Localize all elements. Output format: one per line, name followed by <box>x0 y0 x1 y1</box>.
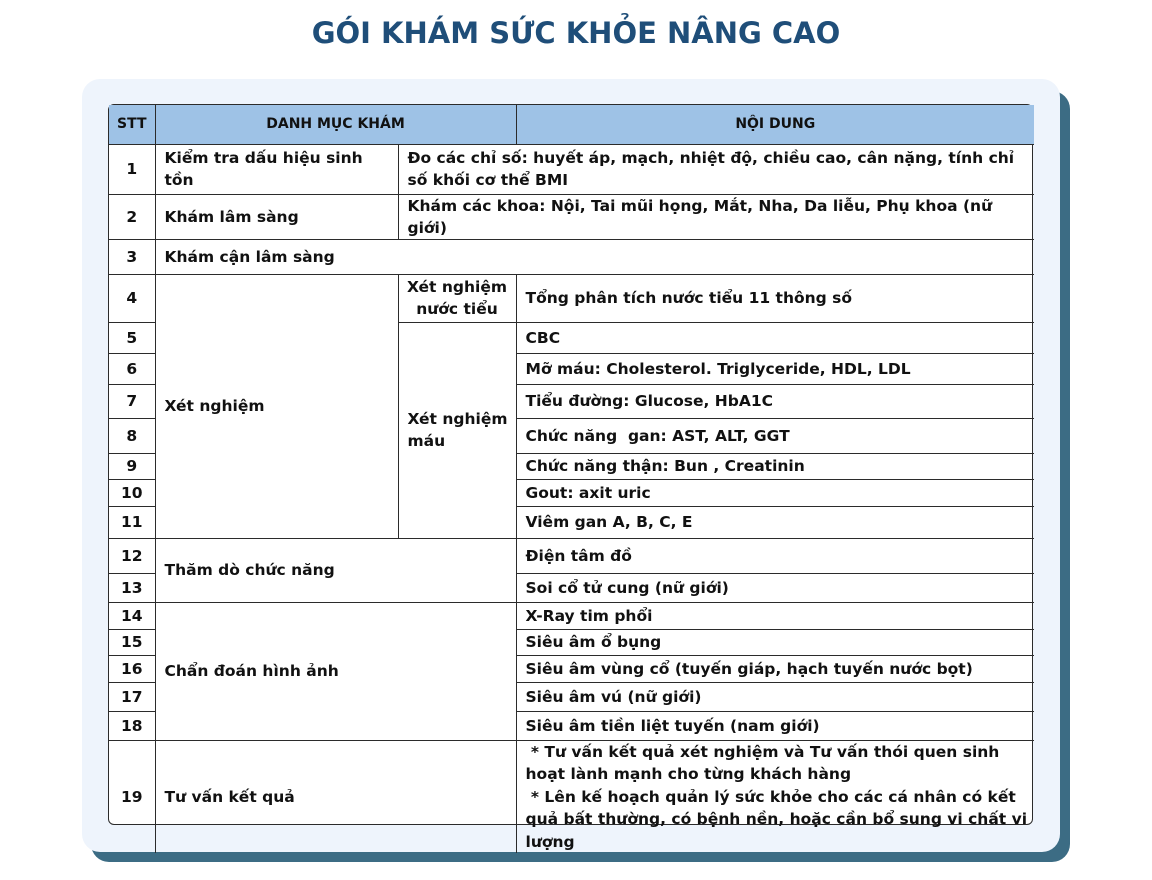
advice-line-1: * Tư vấn kết quả xét nghiệm và Tư vấn thói quen sinh hoạt lành mạnh cho từng khách hàng <box>525 742 1005 783</box>
table-header-row <box>109 105 1034 144</box>
header-stt: STT <box>109 105 155 144</box>
row-number: 1 <box>109 144 155 194</box>
page-title: GÓI KHÁM SỨC KHỎE NÂNG CAO <box>311 16 841 50</box>
row-content: Mỡ máu: Cholesterol. Triglyceride, HDL, LDL <box>516 353 1034 384</box>
row-content: Soi cổ tử cung (nữ giới) <box>516 573 1034 602</box>
row-category: Khám lâm sàng <box>155 194 398 239</box>
row-content <box>516 740 1034 853</box>
row-number: 4 <box>109 274 155 322</box>
row-content: Chức năng thận: Bun , Creatinin <box>516 453 1034 479</box>
row-category: Kiểm tra dấu hiệu sinh tồn <box>155 144 398 194</box>
row-content: Tiểu đường: Glucose, HbA1C <box>516 384 1034 418</box>
row-category: Khám cận lâm sàng <box>155 239 1034 274</box>
row-number: 17 <box>109 682 155 711</box>
group-urine-test: Xét nghiệm nước tiểu <box>398 274 516 322</box>
row-number: 8 <box>109 418 155 453</box>
row-number: 19 <box>109 740 155 853</box>
row-content: CBC <box>516 322 1034 353</box>
row-number: 9 <box>109 453 155 479</box>
row-number: 18 <box>109 711 155 740</box>
header-content: NỘI DUNG <box>516 105 1034 144</box>
row-content: Siêu âm ổ bụng <box>516 629 1034 655</box>
table-row <box>109 602 1034 629</box>
table-row <box>109 239 1034 274</box>
group-functional: Thăm dò chức năng <box>155 538 516 602</box>
row-content: X-Ray tim phổi <box>516 602 1034 629</box>
table-row <box>109 144 1034 194</box>
row-content: Chức năng gan: AST, ALT, GGT <box>516 418 1034 453</box>
row-content: Đo các chỉ số: huyết áp, mạch, nhiệt độ, chiều cao, cân nặng, tính chỉ số khối cơ thể BMI <box>398 144 1034 194</box>
row-number: 12 <box>109 538 155 573</box>
row-content: Gout: axit uric <box>516 479 1034 506</box>
row-content: Viêm gan A, B, C, E <box>516 506 1034 538</box>
group-blood-test: Xét nghiệm máu <box>398 322 516 538</box>
table-row <box>109 740 1034 853</box>
row-number: 5 <box>109 322 155 353</box>
row-content: Siêu âm tiền liệt tuyến (nam giới) <box>516 711 1034 740</box>
row-number: 13 <box>109 573 155 602</box>
row-number: 15 <box>109 629 155 655</box>
table-row <box>109 538 1034 573</box>
row-number: 16 <box>109 655 155 682</box>
row-number: 11 <box>109 506 155 538</box>
row-content: Siêu âm vú (nữ giới) <box>516 682 1034 711</box>
row-content: Tổng phân tích nước tiểu 11 thông số <box>516 274 1034 322</box>
row-number: 14 <box>109 602 155 629</box>
row-number: 3 <box>109 239 155 274</box>
row-content: Khám các khoa: Nội, Tai mũi họng, Mắt, Nha, Da liễu, Phụ khoa (nữ giới) <box>398 194 1034 239</box>
row-content: Điện tâm đồ <box>516 538 1034 573</box>
row-category: Tư vấn kết quả <box>155 740 516 853</box>
row-number: 10 <box>109 479 155 506</box>
row-content: Siêu âm vùng cổ (tuyến giáp, hạch tuyến nước bọt) <box>516 655 1034 682</box>
group-lab-tests: Xét nghiệm <box>155 274 398 538</box>
table-row <box>109 194 1034 239</box>
row-number: 6 <box>109 353 155 384</box>
advice-line-2: * Lên kế hoạch quản lý sức khỏe cho các cá nhân có kết quả bất thường, có bệnh nền, hoặc cần bổ sung vi chất vi lượng <box>525 787 1033 851</box>
row-number: 2 <box>109 194 155 239</box>
group-imaging: Chẩn đoán hình ảnh <box>155 602 516 740</box>
header-category: DANH MỤC KHÁM <box>155 105 516 144</box>
table-row <box>109 274 1034 322</box>
exam-package-table <box>108 104 1033 851</box>
row-number: 7 <box>109 384 155 418</box>
